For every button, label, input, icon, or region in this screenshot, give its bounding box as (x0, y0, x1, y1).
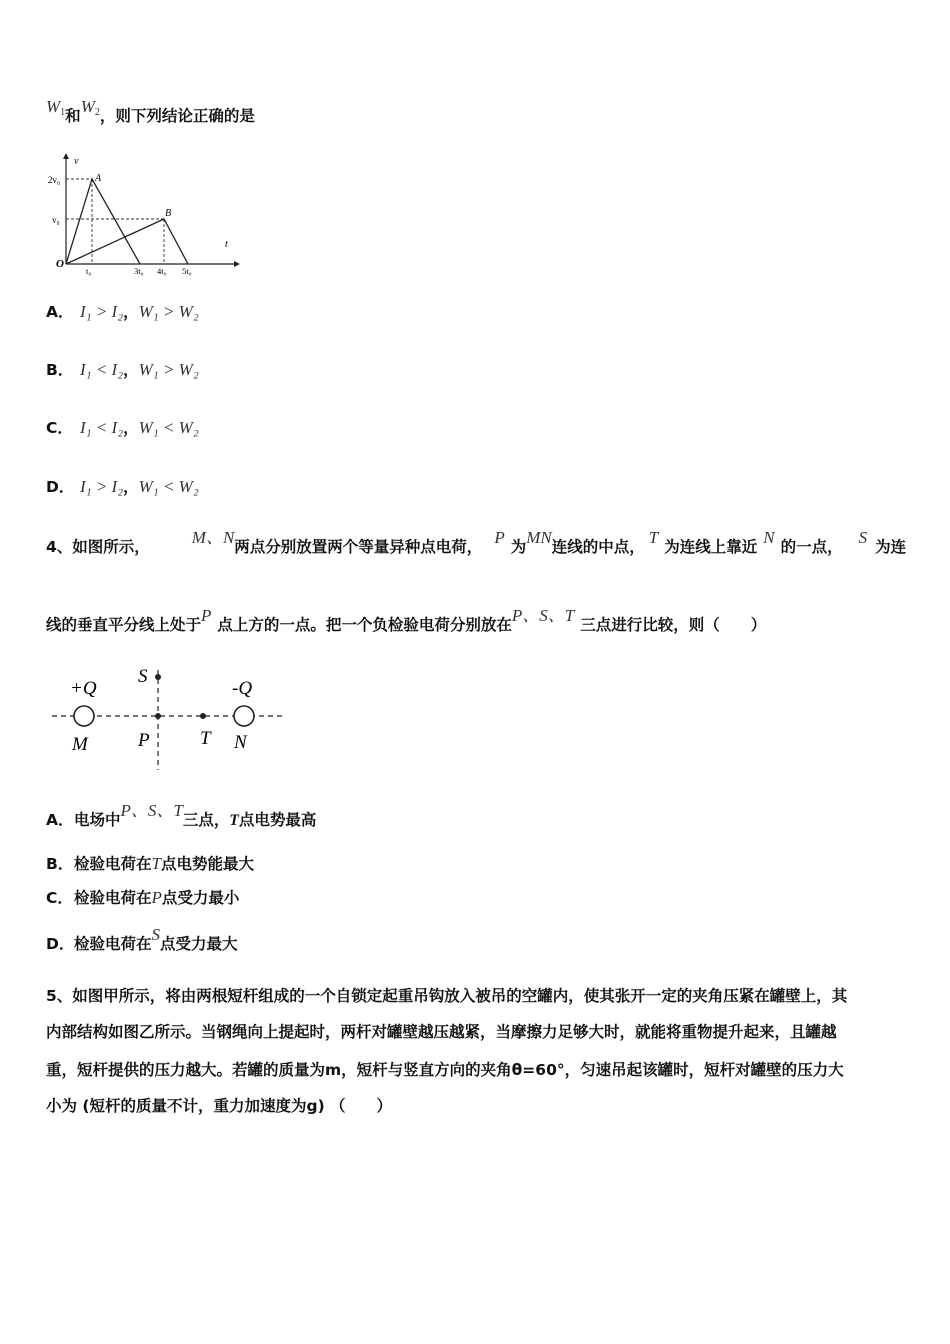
q4-text: 为连 (875, 538, 907, 556)
option-separator: ， (123, 303, 139, 321)
pst-symbols: P、S、T (511, 606, 575, 625)
q4-text: 连线的中点， (551, 538, 645, 556)
minus-q-label: -Q (232, 678, 253, 699)
point-t-dot (200, 713, 206, 719)
s-symbol: S (858, 528, 868, 547)
option-label: C． (46, 419, 73, 437)
x-tick-3t0: 3t₀ (134, 266, 144, 276)
option-text: 点电势能最大 (160, 855, 254, 873)
option-separator: ， (123, 419, 139, 437)
y-tick-v0: v₀ (52, 215, 60, 225)
option-expr1: I₁ < I₂ (80, 418, 124, 437)
n-symbol: N (763, 528, 775, 547)
option-expr2: W₁ < W₂ (138, 418, 199, 437)
option-label: D． (46, 478, 75, 496)
q4-option-d (46, 925, 238, 954)
option-expr2: W₁ > W₂ (138, 302, 199, 321)
option-expr1: I₁ > I₂ (80, 302, 124, 321)
option-label: A． (46, 811, 74, 829)
velocity-time-graph (44, 150, 244, 278)
option-expr2: W₁ < W₂ (138, 477, 199, 496)
x-tick-4t0: 4t₀ (157, 266, 167, 276)
point-s-dot (155, 674, 161, 680)
origin-label: O (56, 258, 64, 270)
q5-line-2: 内部结构如图乙所示。当钢绳向上提起时，两杆对罐壁越压越紧，当摩擦力足够大时，就能将重物提升起来，且罐越 (46, 1023, 837, 1041)
q4-text: 的一点， (780, 538, 843, 556)
option-label: A． (46, 303, 74, 321)
y-axis-label: v (74, 156, 79, 167)
n-label: N (234, 732, 247, 753)
s-label: S (138, 666, 148, 687)
option-symbols: P、S、T (120, 801, 183, 820)
option-separator: ， (123, 478, 139, 496)
curve-a (66, 179, 140, 264)
option-text: 三点， (182, 811, 230, 829)
p-symbol: P (201, 606, 212, 625)
intro-and: 和 (65, 107, 81, 125)
option-expr2: W₁ > W₂ (138, 360, 199, 379)
q3-option-b (46, 358, 199, 380)
t-symbol: T (648, 528, 659, 547)
w1-symbol: $W_1$ (46, 97, 66, 118)
q4-line-1 (46, 528, 907, 557)
q4-text: 点上方的一点。把一个负检验电荷分别放在 (217, 616, 512, 634)
option-symbols: T (151, 854, 161, 873)
intro-rest: ，则下列结论正确的是 (99, 107, 255, 125)
q4-text: 为连线上靠近 (664, 538, 758, 556)
p-symbol: P (494, 528, 505, 547)
q3-option-a (46, 300, 199, 322)
q5-line-1: 5、如图甲所示，将由两根短杆组成的一个自锁定起重吊钩放入被吊的空罐内，使其张开一定的夹角压紧在罐壁上，其 (46, 987, 848, 1005)
q4-option-b (46, 852, 254, 874)
q5-line-3: 重，短杆提供的压力越大。若罐的质量为m，短杆与竖直方向的夹角θ=60°，匀速吊起该罐时，短杆对罐壁的压力大 (46, 1061, 844, 1079)
w2-symbol: $W_2$ (80, 97, 100, 118)
q5-line-4: 小为 (短杆的质量不计，重力加速度为g) （ ） (46, 1097, 393, 1115)
q4-text: 为 (510, 538, 527, 556)
option-text: 电场中 (74, 811, 121, 829)
option-text: 检验电荷在 (74, 889, 152, 907)
q4-option-a (46, 801, 317, 830)
m-label: M (72, 734, 88, 755)
option-text: 检验电荷在 (74, 855, 152, 873)
q4-text: 三点进行比较，则（ ） (580, 616, 767, 634)
point-a-label: A (95, 173, 102, 184)
plus-q-label: +Q (70, 678, 97, 699)
t-label: T (200, 728, 211, 749)
q4-text: 线的垂直平分线上处于 (46, 616, 202, 634)
option-label: B． (46, 361, 74, 379)
charge-m-circle (74, 706, 94, 726)
q4-line-2 (46, 606, 767, 635)
x-axis-label: t (225, 239, 228, 250)
q3-option-d (46, 475, 199, 497)
option-label: B． (46, 855, 74, 873)
q4-prefix: 4、如图所示， (46, 538, 150, 556)
x-tick-5t0: 5t₀ (182, 266, 192, 276)
mn-symbols: M、N (191, 528, 235, 547)
p-label: P (138, 730, 150, 751)
mn-pair: MN (526, 528, 552, 547)
option-label: C． (46, 889, 73, 907)
option-t-symbol: T (229, 812, 239, 829)
option-symbols: S (151, 925, 161, 944)
option-expr1: I₁ > I₂ (80, 477, 124, 496)
q3-intro (46, 97, 255, 127)
option-label: D． (46, 935, 75, 953)
y-tick-2v0: 2v₀ (48, 175, 61, 185)
option-text: 点受力最小 (161, 889, 240, 907)
x-tick-t0: t₀ (86, 266, 92, 276)
option-text: 点电势最高 (238, 811, 317, 829)
option-symbols: P (151, 888, 162, 907)
q3-option-c (46, 416, 199, 438)
q4-text: 两点分别放置两个等量异种点电荷， (234, 538, 483, 556)
charge-diagram (48, 660, 288, 772)
option-text: 检验电荷在 (74, 935, 152, 953)
point-b-label: B (165, 208, 172, 219)
option-separator: ， (123, 361, 139, 379)
option-text: 点受力最大 (160, 935, 238, 953)
charge-n-circle (234, 706, 254, 726)
option-expr1: I₁ < I₂ (80, 360, 124, 379)
q4-option-c (46, 886, 239, 908)
point-p-dot (155, 713, 161, 719)
